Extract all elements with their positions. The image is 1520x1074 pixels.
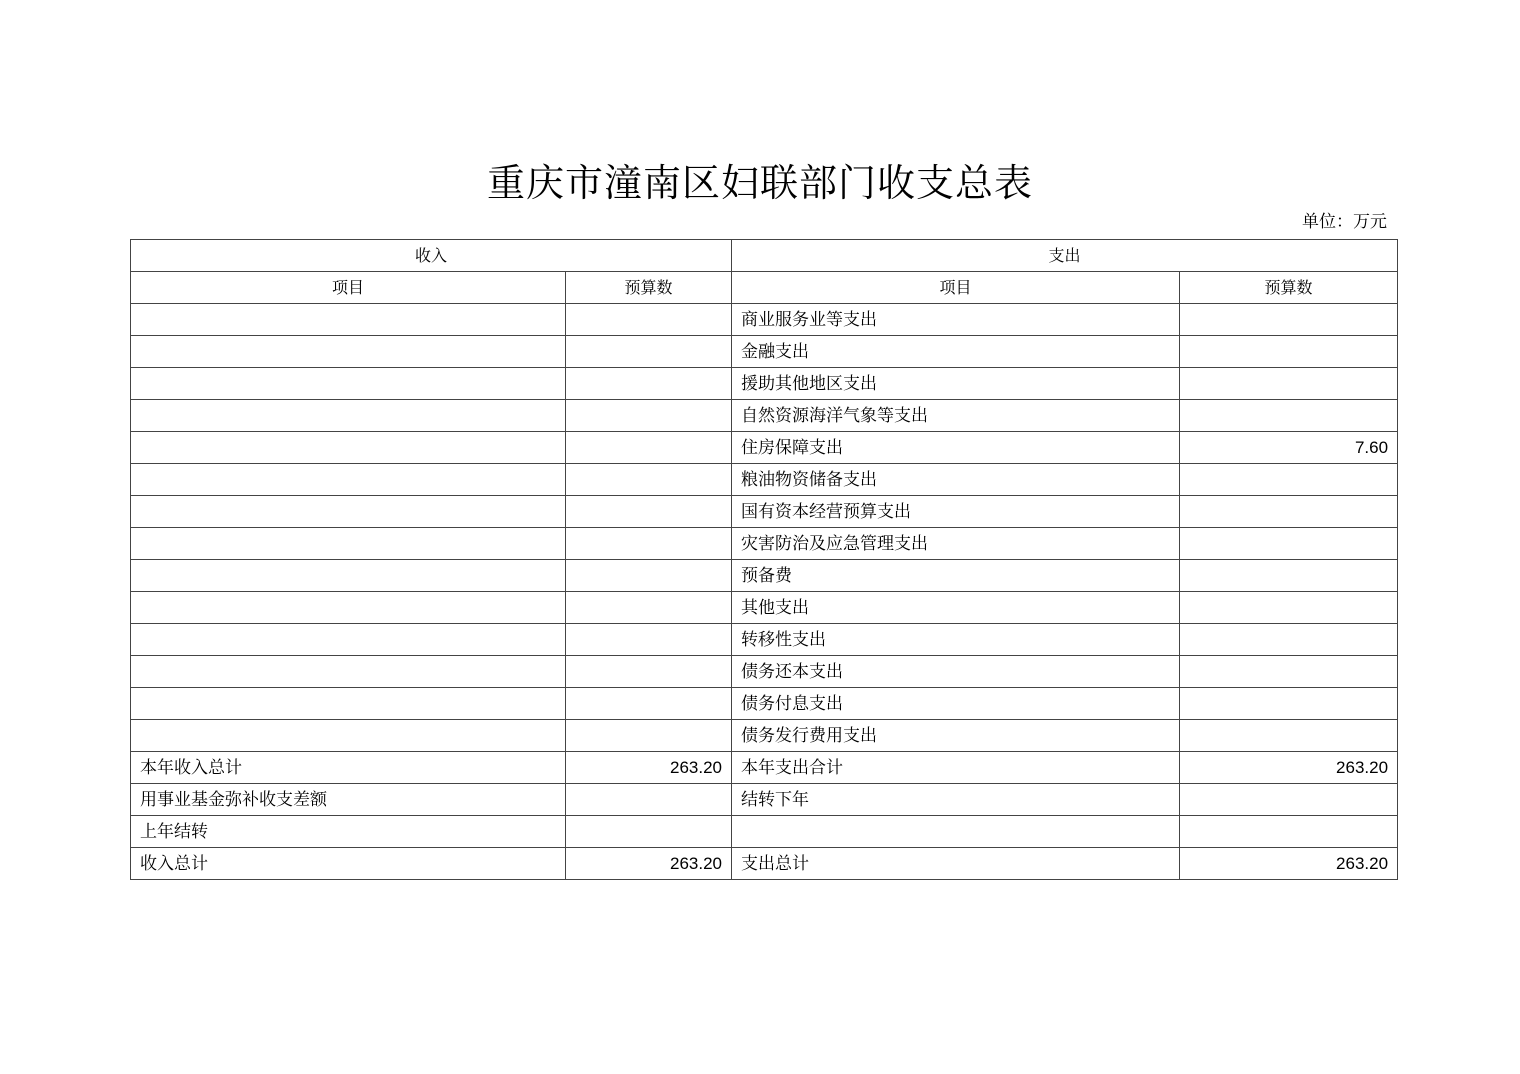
table-row — [131, 304, 1398, 336]
expense-amount-cell — [1180, 336, 1398, 368]
income-amount-cell — [566, 304, 732, 336]
income-header: 收入 — [131, 240, 732, 272]
expense-item-cell: 商业服务业等支出 — [732, 304, 1180, 336]
page-title: 重庆市潼南区妇联部门收支总表 — [486, 161, 1033, 205]
expense-budget-header: 预算数 — [1180, 272, 1398, 304]
expense-item-cell: 债务付息支出 — [732, 688, 1180, 720]
income-amount-cell — [566, 400, 732, 432]
expense-amount-cell — [1180, 496, 1398, 528]
income-item-cell — [131, 336, 566, 368]
income-item-header: 项目 — [131, 272, 566, 304]
income-item-cell — [131, 496, 566, 528]
expense-item-header: 项目 — [732, 272, 1180, 304]
income-item-cell — [131, 656, 566, 688]
income-item-cell — [131, 688, 566, 720]
table-row — [131, 848, 1398, 880]
expense-amount-cell: 263.20 — [1180, 848, 1398, 880]
expense-item-cell: 债务还本支出 — [732, 656, 1180, 688]
income-amount-cell — [566, 432, 732, 464]
expense-amount-cell — [1180, 592, 1398, 624]
income-item-cell — [131, 528, 566, 560]
unit-label: 单位：万元 — [1302, 212, 1387, 232]
expense-header: 支出 — [732, 240, 1398, 272]
expense-amount-cell — [1180, 304, 1398, 336]
income-item-cell: 上年结转 — [131, 816, 566, 848]
income-amount-cell — [566, 816, 732, 848]
expense-item-cell: 自然资源海洋气象等支出 — [732, 400, 1180, 432]
expense-item-cell: 援助其他地区支出 — [732, 368, 1180, 400]
income-item-cell: 用事业基金弥补收支差额 — [131, 784, 566, 816]
income-amount-cell — [566, 720, 732, 752]
table-row — [131, 816, 1398, 848]
table-row — [131, 496, 1398, 528]
table-row — [131, 752, 1398, 784]
income-budget-header: 预算数 — [566, 272, 732, 304]
income-item-cell — [131, 560, 566, 592]
expense-item-cell: 金融支出 — [732, 336, 1180, 368]
table-body — [131, 304, 1398, 880]
expense-amount-cell — [1180, 368, 1398, 400]
expense-item-cell: 结转下年 — [732, 784, 1180, 816]
income-amount-cell — [566, 528, 732, 560]
expense-item-cell: 预备费 — [732, 560, 1180, 592]
income-item-cell — [131, 624, 566, 656]
expense-amount-cell — [1180, 464, 1398, 496]
group-header-row — [131, 240, 1398, 272]
expense-amount-cell — [1180, 688, 1398, 720]
income-amount-cell — [566, 688, 732, 720]
table-row — [131, 400, 1398, 432]
expense-item-cell: 灾害防治及应急管理支出 — [732, 528, 1180, 560]
income-amount-cell: 263.20 — [566, 848, 732, 880]
expense-item-cell: 支出总计 — [732, 848, 1180, 880]
table-row — [131, 432, 1398, 464]
income-item-cell — [131, 720, 566, 752]
table-row — [131, 368, 1398, 400]
table-row — [131, 656, 1398, 688]
table-row — [131, 624, 1398, 656]
income-amount-cell — [566, 624, 732, 656]
income-amount-cell — [566, 656, 732, 688]
income-item-cell — [131, 368, 566, 400]
income-amount-cell — [566, 560, 732, 592]
income-item-cell — [131, 464, 566, 496]
table-row — [131, 720, 1398, 752]
table-row — [131, 464, 1398, 496]
income-amount-cell — [566, 336, 732, 368]
table-row — [131, 688, 1398, 720]
income-item-cell: 收入总计 — [131, 848, 566, 880]
table-row — [131, 560, 1398, 592]
income-amount-cell — [566, 464, 732, 496]
income-item-cell: 本年收入总计 — [131, 752, 566, 784]
income-item-cell — [131, 592, 566, 624]
expense-item-cell: 其他支出 — [732, 592, 1180, 624]
income-amount-cell: 263.20 — [566, 752, 732, 784]
expense-amount-cell: 7.60 — [1180, 432, 1398, 464]
expense-amount-cell — [1180, 816, 1398, 848]
expense-amount-cell — [1180, 400, 1398, 432]
expense-item-cell: 本年支出合计 — [732, 752, 1180, 784]
expense-item-cell: 国有资本经营预算支出 — [732, 496, 1180, 528]
expense-item-cell: 住房保障支出 — [732, 432, 1180, 464]
income-expense-table — [130, 239, 1398, 880]
income-item-cell — [131, 432, 566, 464]
expense-amount-cell — [1180, 528, 1398, 560]
expense-item-cell: 粮油物资储备支出 — [732, 464, 1180, 496]
expense-amount-cell — [1180, 624, 1398, 656]
expense-amount-cell — [1180, 784, 1398, 816]
income-amount-cell — [566, 368, 732, 400]
table-row — [131, 336, 1398, 368]
expense-amount-cell — [1180, 720, 1398, 752]
expense-amount-cell: 263.20 — [1180, 752, 1398, 784]
table-row — [131, 784, 1398, 816]
income-item-cell — [131, 304, 566, 336]
expense-item-cell — [732, 816, 1180, 848]
income-amount-cell — [566, 496, 732, 528]
expense-item-cell: 债务发行费用支出 — [732, 720, 1180, 752]
income-amount-cell — [566, 592, 732, 624]
table-row — [131, 592, 1398, 624]
income-amount-cell — [566, 784, 732, 816]
expense-amount-cell — [1180, 560, 1398, 592]
expense-amount-cell — [1180, 656, 1398, 688]
column-header-row — [131, 272, 1398, 304]
expense-item-cell: 转移性支出 — [732, 624, 1180, 656]
income-item-cell — [131, 400, 566, 432]
table-row — [131, 528, 1398, 560]
